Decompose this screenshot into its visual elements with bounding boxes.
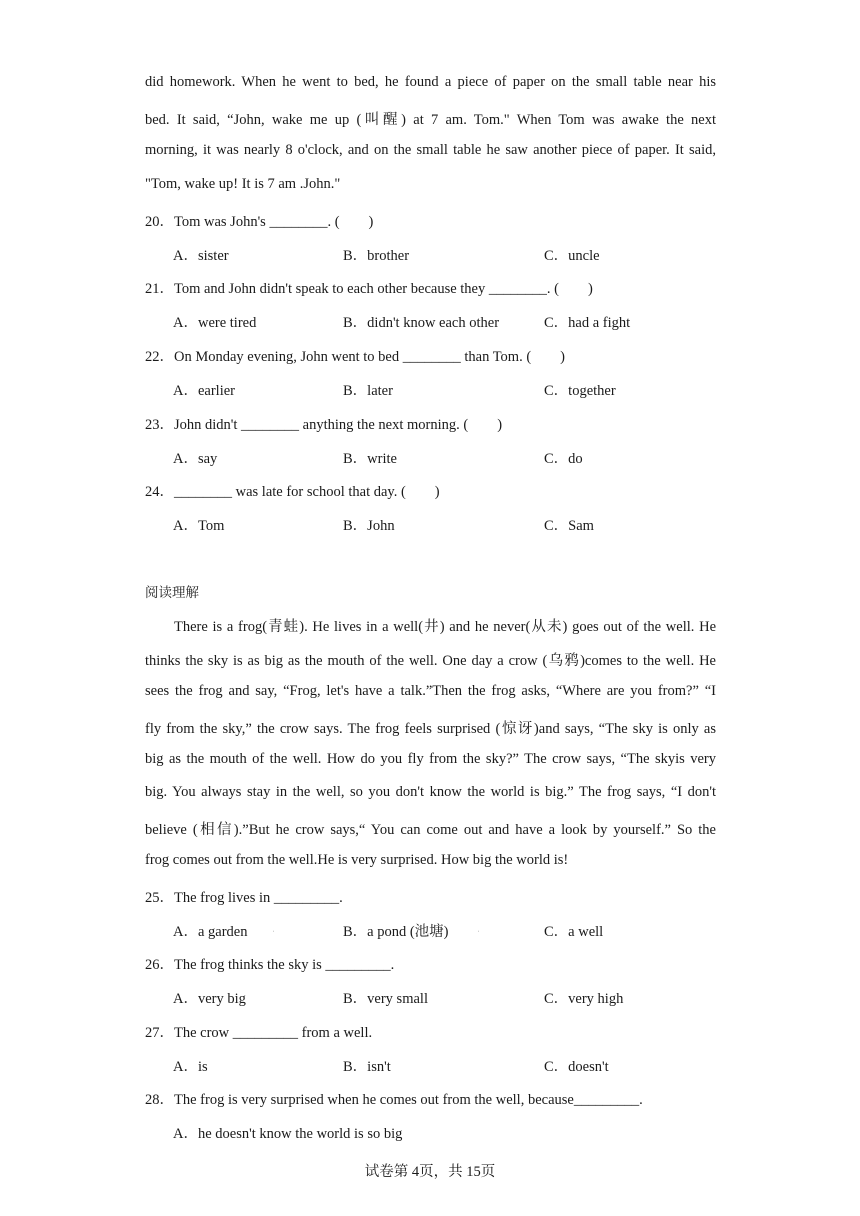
question-20-option-c: C．uncle bbox=[544, 248, 600, 264]
question-22-option-a: A．earlier bbox=[173, 383, 235, 399]
passage2-line-3: sees the frog and say, “Frog, let's have a talk.”Then the frog asks, “Where are you from?” “I bbox=[145, 683, 716, 699]
question-26-option-a: A．very big bbox=[173, 991, 246, 1007]
question-20: 20．Tom was John's ________. ( ) bbox=[145, 214, 374, 230]
question-28: 28．The frog is very surprised when he comes out from the well, because_________. bbox=[145, 1092, 643, 1108]
passage2-line-8: frog comes out from the well.He is very surprised. How big the world is! bbox=[145, 852, 569, 868]
question-22-option-b: B．later bbox=[343, 383, 393, 399]
question-20-option-a: A．sister bbox=[173, 248, 229, 264]
passage2-line-1: There is a frog(青蛙). He lives in a well(井) and he never(从未) goes out of the well. He bbox=[174, 619, 716, 635]
question-24-option-a: A．Tom bbox=[173, 518, 225, 534]
question-24: 24．________ was late for school that day. ( ) bbox=[145, 484, 440, 500]
passage1-line-2: bed. It said, “John, wake me up (叫醒) at 7 am. Tom." When Tom was awake the next bbox=[145, 112, 716, 128]
separator-mark: ˌ bbox=[272, 923, 275, 932]
question-27: 27．The crow _________ from a well. bbox=[145, 1025, 373, 1041]
passage1-line-4: "Tom, wake up! It is 7 am .John." bbox=[145, 176, 341, 192]
question-26: 26．The frog thinks the sky is _________. bbox=[145, 957, 395, 973]
question-27-option-c: C．doesn't bbox=[544, 1059, 609, 1075]
question-23-option-a: A．say bbox=[173, 451, 218, 467]
question-23: 23．John didn't ________ anything the next morning. ( ) bbox=[145, 417, 503, 433]
page-footer: 试卷第 4页，共 15页 bbox=[364, 1164, 496, 1180]
passage2-line-7: believe (相信).”But he crow says,“ You can come out and have a look by yourself.” So the bbox=[145, 822, 716, 838]
passage2-line-5: big as the mouth of the well. How do you fly from the sky?” The crow says, “The skyis very bbox=[145, 751, 716, 767]
question-22: 22．On Monday evening, John went to bed ________ than Tom. ( ) bbox=[145, 349, 565, 365]
passage1-line-3: morning, it was nearly 8 o'clock, and on the small table he saw another piece of paper. It said, bbox=[145, 142, 716, 158]
question-25-option-b: B．a pond (池塘) bbox=[343, 924, 449, 940]
question-25: 25．The frog lives in _________. bbox=[145, 890, 343, 906]
question-24-option-c: C．Sam bbox=[544, 518, 594, 534]
passage2-line-4: fly from the sky,” the crow says. The frog feels surprised (惊讶)and says, “The sky is only as bbox=[145, 721, 716, 737]
question-23-option-b: B．write bbox=[343, 451, 397, 467]
question-25-option-a: A．a garden bbox=[173, 924, 248, 940]
question-20-option-b: B．brother bbox=[343, 248, 410, 264]
question-26-option-c: C．very high bbox=[544, 991, 624, 1007]
question-21-option-a: A．were tired bbox=[173, 315, 257, 331]
question-21-option-c: C．had a fight bbox=[544, 315, 631, 331]
passage1-line-1: did homework. When he went to bed, he found a piece of paper on the small table near his bbox=[145, 74, 716, 90]
passage2-line-6: big. You always stay in the well, so you don't know the world is big.” The frog says, “I don't bbox=[145, 784, 716, 800]
question-21: 21．Tom and John didn't speak to each other because they ________. ( ) bbox=[145, 281, 593, 297]
question-28-option-a: A．he doesn't know the world is so big bbox=[173, 1126, 403, 1142]
separator-mark: ˌ bbox=[477, 923, 480, 932]
question-26-option-b: B．very small bbox=[343, 991, 428, 1007]
question-25-option-c: C．a well bbox=[544, 924, 604, 940]
question-22-option-c: C．together bbox=[544, 383, 616, 399]
question-24-option-b: B．John bbox=[343, 518, 395, 534]
question-27-option-b: B．isn't bbox=[343, 1059, 391, 1075]
question-21-option-b: B．didn't know each other bbox=[343, 315, 500, 331]
passage2-line-2: thinks the sky is as big as the mouth of the well. One day a crow (乌鸦)comes to the well. He bbox=[145, 653, 716, 669]
section-heading: 阅读理解 bbox=[145, 585, 199, 601]
question-27-option-a: A．is bbox=[173, 1059, 208, 1075]
question-23-option-c: C．do bbox=[544, 451, 583, 467]
